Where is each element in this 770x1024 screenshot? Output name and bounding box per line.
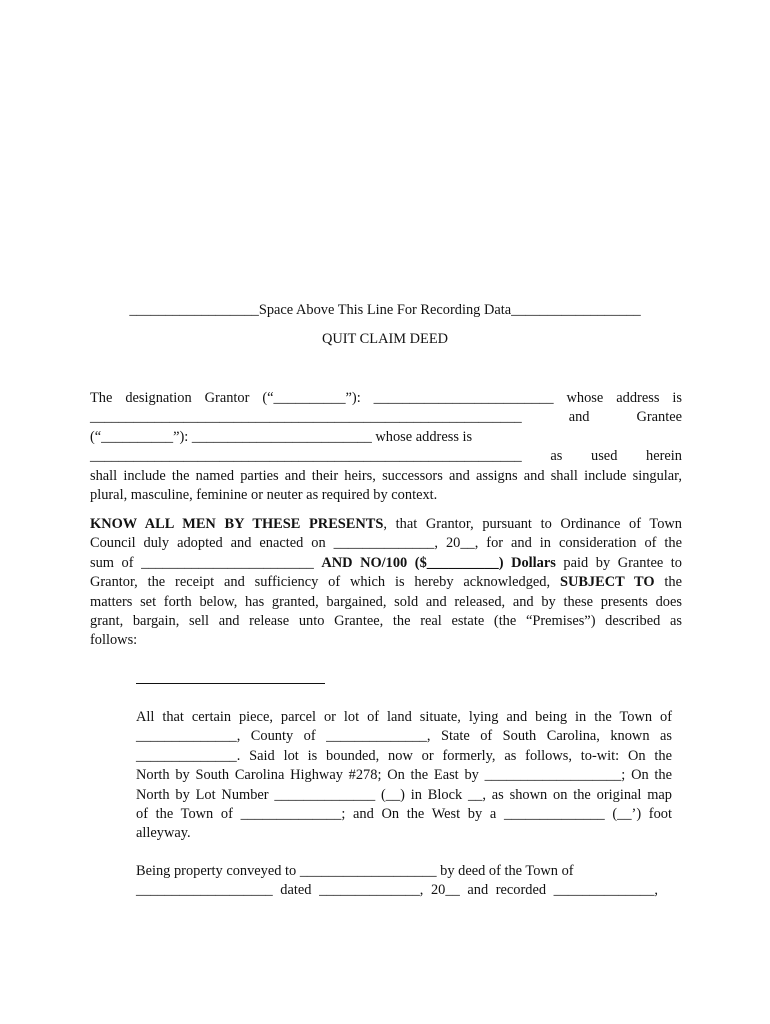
paragraph-line: North by South Carolina Highway #278; On the East by ___________________; On the (136, 767, 672, 784)
paragraph-line: ______________, County of ______________, State of South Carolina, known as (136, 728, 672, 745)
paragraph-line: (“__________”): _________________________ whose address is (90, 428, 473, 445)
paragraph-line: follows: (90, 632, 138, 649)
paragraph-text: Grantor, the receipt and sufficiency of which is hereby acknowledged, (90, 574, 560, 591)
property-description-paragraph (136, 708, 672, 844)
paragraph-line: Being property conveyed to ___________________ by deed of the Town of (136, 863, 574, 879)
paragraph-text: paid by Grantee to (555, 554, 683, 571)
paragraph-line: ___________________ dated ______________, 20__ and recorded ______________, (136, 882, 658, 899)
conveyance-paragraph (90, 515, 682, 651)
know-all-men-heading: KNOW ALL MEN BY THESE PRESENTS (90, 516, 384, 532)
paragraph-line: ______________. Said lot is bounded, now or formerly, as follows, to-wit: On the (136, 747, 672, 764)
paragraph-line (90, 573, 682, 592)
document-title: QUIT CLAIM DEED (321, 331, 449, 347)
paragraph-line: ____________________________________________________________ and Grantee (90, 409, 682, 426)
designation-paragraph (90, 389, 682, 505)
dollars-amount: AND NO/100 ($__________) Dollars (321, 554, 556, 571)
conveyance-history-paragraph (136, 862, 658, 901)
paragraph-line: alleyway. (136, 825, 191, 842)
paragraph-line: North by Lot Number ______________ (__) in Block __, as shown on the original map (136, 786, 672, 803)
paragraph-line: shall include the named parties and their heirs, successors and assigns and shall include singular, (90, 467, 682, 484)
paragraph-line: All that certain piece, parcel or lot of land situate, lying and being in the Town of (136, 709, 672, 725)
paragraph-line (90, 554, 682, 573)
paragraph-text: sum of ________________________ (90, 554, 322, 571)
paragraph-line (90, 515, 682, 534)
paragraph-text: , that Grantor, pursuant to Ordinance of Town (383, 516, 682, 532)
paragraph-line: The designation Grantor (“__________”): _________________________ whose address is (90, 390, 682, 406)
paragraph-line: of the Town of ______________; and On the West by a ______________ (__’) foot (136, 805, 672, 822)
paragraph-line: grant, bargain, sell and release unto Grantee, the real estate (the “Premises”) described as (90, 612, 682, 629)
paragraph-line: Council duly adopted and enacted on ______________, 20__, for and in consideration of the (90, 535, 682, 552)
paragraph-line: ____________________________________________________________ as used herein (90, 448, 682, 465)
paragraph-line: matters set forth below, has granted, bargained, sold and released, and by these presents does (90, 593, 682, 610)
paragraph-text: the (654, 574, 682, 591)
subject-to-label: SUBJECT TO (559, 574, 655, 591)
recording-data-line: __________________Space Above This Line For Recording Data__________________ (129, 302, 641, 318)
signature-rule (136, 683, 325, 684)
paragraph-line: plural, masculine, feminine or neuter as required by context. (90, 486, 438, 503)
